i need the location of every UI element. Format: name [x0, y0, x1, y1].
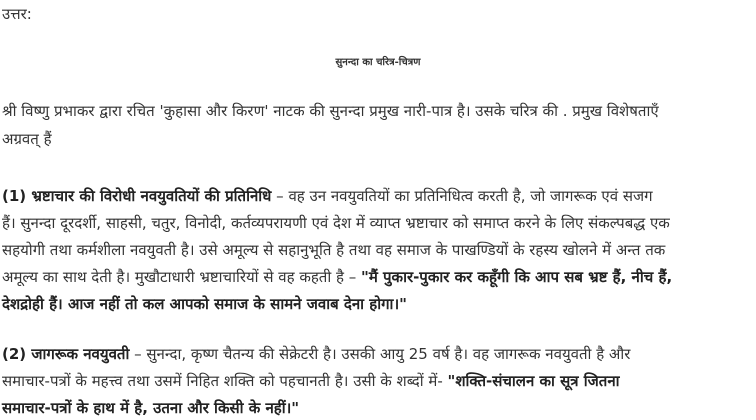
point2-line1-text: – सुनन्दा, कृष्ण चैतन्य की सेक्रेटरी है। उसकी आयु 25 वर्ष है। वह जागरूक नवयुवती है और	[129, 345, 631, 363]
point1-line-4	[2, 265, 672, 289]
intro-line-1: श्री विष्णु प्रभाकर द्वारा रचित 'कुहासा और किरण' नाटक की सुनन्दा प्रमुख नारी-पात्र है। उसके चरित्र की . प्रमुख विशेषताएँ	[2, 102, 659, 120]
page-title: सुनन्दा का चरित्र-चित्रण	[335, 57, 421, 68]
point1-quote-start: "मैं पुकार-पुकार कर कहूँगी कि आप सब भ्रष्ट हैं, नीच हैं,	[361, 268, 673, 286]
point1-line4-text: अमूल्य का साथ देती है। मुखौटाधारी भ्रष्टाचारियों से वह कहती है –	[2, 268, 362, 286]
point2-quote-start: "शक्ति-संचालन का सूत्र जितना	[447, 372, 620, 390]
point2-line-1	[2, 342, 630, 366]
point1-line-1	[2, 184, 653, 208]
point2-heading: (2) जागरूक नवयुवती	[2, 345, 130, 363]
point2-quote-end: समाचार-पत्रों के हाथ में है, उतना और किसी के नहीं।"	[2, 399, 300, 417]
intro-line-2: अग्रवत् हैं	[2, 130, 52, 148]
point1-line-2: हैं। सुनन्दा दूरदर्शी, साहसी, चतुर, विनोदी, कर्तव्यपरायणी एवं देश में व्याप्त भ्रष्टाचार को समाप्त करने के लिए संकल्पबद्ध एक	[2, 214, 670, 232]
answer-label: उत्तर:	[2, 5, 32, 23]
point1-line1-text: – वह उन नवयुवतियों का प्रतिनिधित्व करती है, जो जागरूक एवं सजग	[271, 187, 653, 205]
point1-quote-end: देशद्रोही हैं। आज नहीं तो कल आपको समाज के सामने जवाब देना होगा।"	[2, 295, 407, 313]
point1-line-3: सहयोगी तथा कर्मशीला नवयुवती है। उसे अमूल्य से सहानुभूति है तथा वह समाज के पाखण्डियों के रहस्य खोलने में अन्त तक	[2, 241, 666, 259]
point1-heading: (1) भ्रष्टाचार की विरोधी नवयुवतियों की प्रतिनिधि	[2, 187, 272, 205]
point2-line-2	[2, 369, 620, 393]
point2-line2-text: समाचार-पत्रों के महत्त्व तथा उसमें निहित शक्ति को पहचानती है। उसी के शब्दों में-	[2, 372, 448, 390]
